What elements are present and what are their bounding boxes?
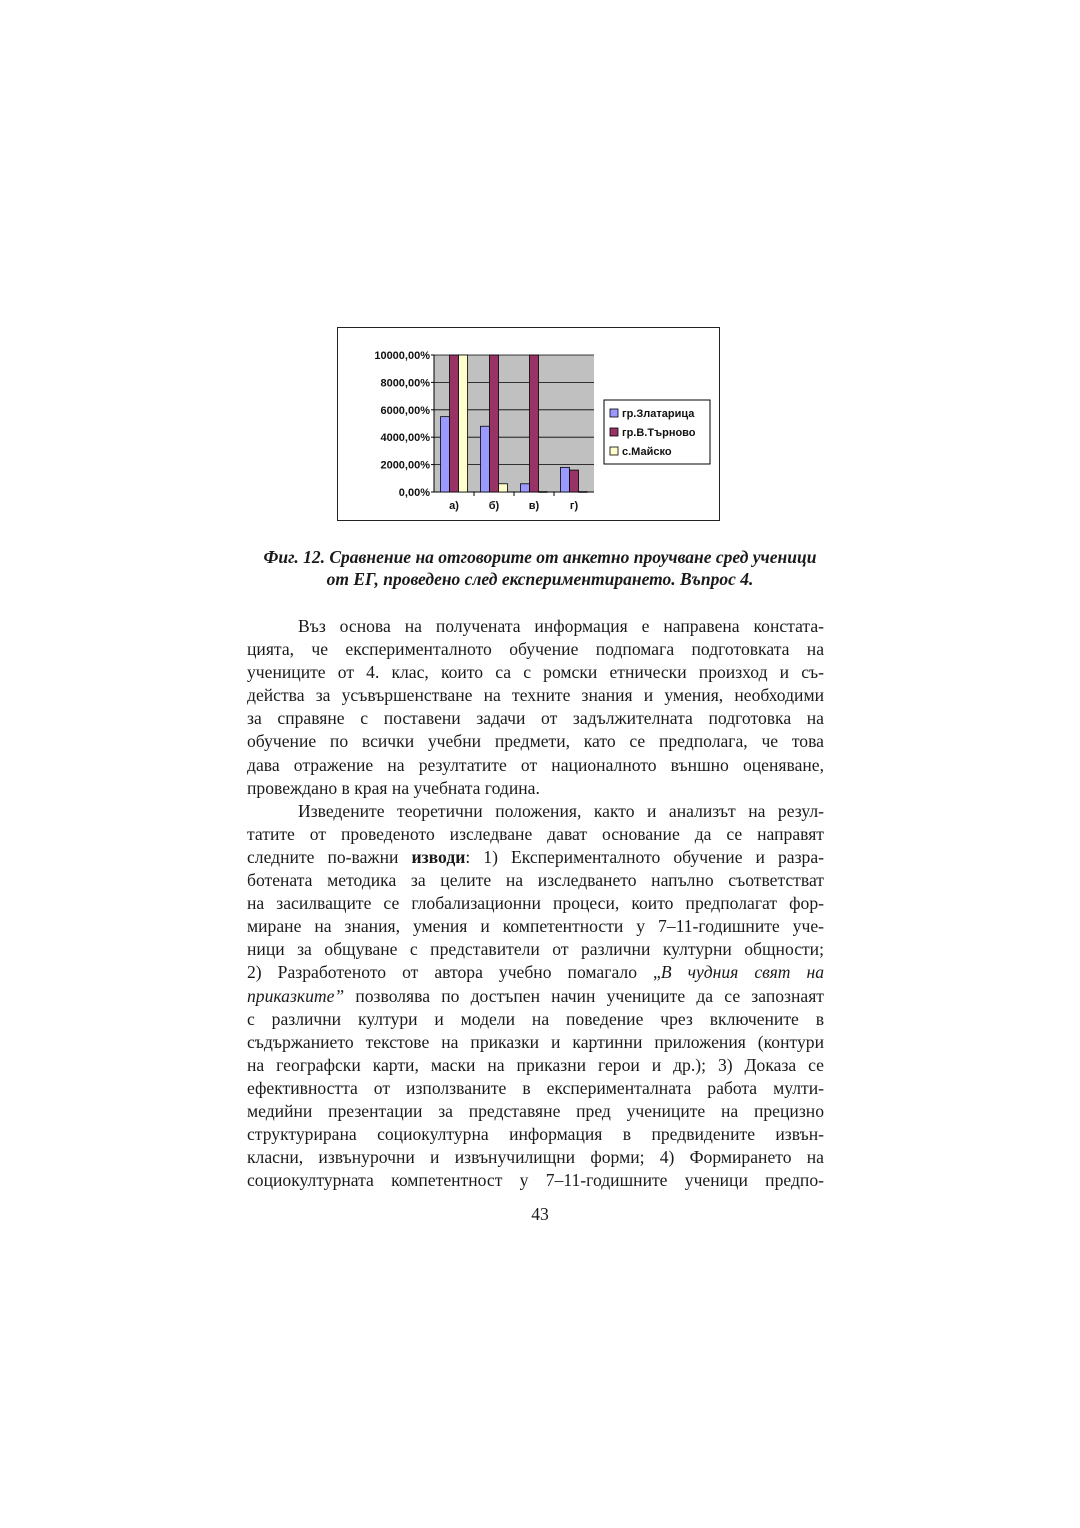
figure-caption [240, 546, 840, 590]
text-line: на засилващите се глобализационни процеси, които предполагат фор- [247, 893, 824, 914]
book-title-part-2: приказките” [247, 985, 345, 1006]
text-line: миране на знания, умения и компетентности у 7–11-годишните уче- [247, 916, 824, 937]
text-line: действа за усъвършенстване на техните знания и умения, необходими [247, 685, 824, 706]
x-tick-label: в) [528, 500, 540, 512]
page-number: 43 [531, 1204, 549, 1224]
text-line: провеждано в края на учебната година. [247, 777, 540, 798]
bar [441, 417, 450, 492]
bar [561, 467, 570, 492]
legend-swatch [610, 409, 618, 417]
text-line: ботената методика за целите на изследването напълно съответстват [247, 870, 824, 891]
legend-label: с.Майско [622, 446, 672, 458]
x-tick-label: б) [488, 500, 500, 512]
x-tick-label: а) [449, 500, 459, 512]
bar-chart [338, 328, 719, 520]
text-line: ефективността от използваните в експерименталната работа мулти- [247, 1077, 824, 1098]
text-line: дава отражение на резултатите от националното външно оценяване, [247, 754, 824, 775]
legend-label: гр.В.Търново [622, 427, 696, 439]
y-tick-label: 4000,00% [380, 432, 430, 445]
text-line: обучение по всички учебни предмети, като се предполага, че това [247, 731, 824, 752]
bar [499, 484, 508, 492]
text-line: структурирана социокултурна информация в предвидените извън- [247, 1124, 824, 1145]
text-line: Въз основа на получената информация е направена констата- [298, 616, 824, 636]
bar [450, 355, 459, 492]
text-line [247, 961, 824, 984]
text-fragment: : 1) Експерименталното обучение и разра- [465, 846, 825, 867]
text-line: на географски карти, маски на приказни герои и др.); 3) Доказа се [247, 1054, 824, 1075]
y-tick-label: 10000,00% [374, 350, 430, 362]
text-line: Изведените теоретични положения, както и анализът на резул- [298, 800, 824, 821]
keyword-conclusions: изводи [411, 846, 466, 867]
text-line: цията, че експерименталното обучение подпомага подготовката на [247, 639, 824, 660]
text-line: татите от проведеното изследване дават основание да се направят [247, 823, 824, 844]
text-line: медийни презентации за представяне пред учениците на прецизно [247, 1100, 824, 1121]
caption-line-2: от ЕГ, проведено след експериментирането. Въпрос 4. [326, 569, 754, 589]
y-tick-label: 6000,00% [380, 404, 430, 417]
paragraph-1 [247, 615, 824, 800]
chart-frame [337, 327, 720, 521]
x-tick-label: г) [569, 500, 579, 512]
bar [570, 470, 579, 492]
text-line: учениците от 4. клас, които са с ромски етнически произход и съ- [247, 662, 824, 683]
text-fragment: 2) Разработеното от автора учебно помагало „ [247, 962, 661, 983]
text-line: ници за общуване с представители от различни културни общности; [247, 939, 824, 960]
body-text [247, 615, 824, 1192]
bar [490, 355, 499, 492]
paragraph-2 [247, 800, 824, 1193]
text-line [247, 846, 824, 869]
legend-label: гр.Златарица [622, 408, 695, 420]
text-line: съдържанието текстове на приказки и картинни приложения (контури [247, 1031, 824, 1052]
y-tick-label: 2000,00% [380, 459, 430, 472]
text-line: за справяне с поставени задачи от задължителната подготовка на [247, 708, 824, 729]
y-tick-label: 8000,00% [380, 377, 430, 390]
legend-swatch [610, 447, 618, 455]
y-tick-label: 0,00% [398, 487, 430, 499]
bar [521, 484, 530, 492]
caption-line-1: Фиг. 12. Сравнение на отговорите от анкетно проучване сред ученици [263, 547, 817, 567]
bar [530, 355, 539, 492]
text-fragment: следните по-важни [247, 846, 412, 867]
text-line: социокултурната компетентност у 7–11-годишните ученици предпо- [247, 1170, 824, 1191]
text-line [247, 985, 824, 1008]
text-line: класни, извънурочни и извънучилищни форми; 4) Формирането на [247, 1147, 824, 1168]
bar [459, 355, 468, 492]
bar [481, 426, 490, 492]
text-fragment: позволява по достъпен начин учениците да се запознаят [344, 985, 824, 1006]
legend-swatch [610, 428, 618, 436]
book-title-part-1: В чудния свят на [660, 962, 824, 983]
text-line: с различни култури и модели на поведение чрез включените в [247, 1008, 824, 1029]
